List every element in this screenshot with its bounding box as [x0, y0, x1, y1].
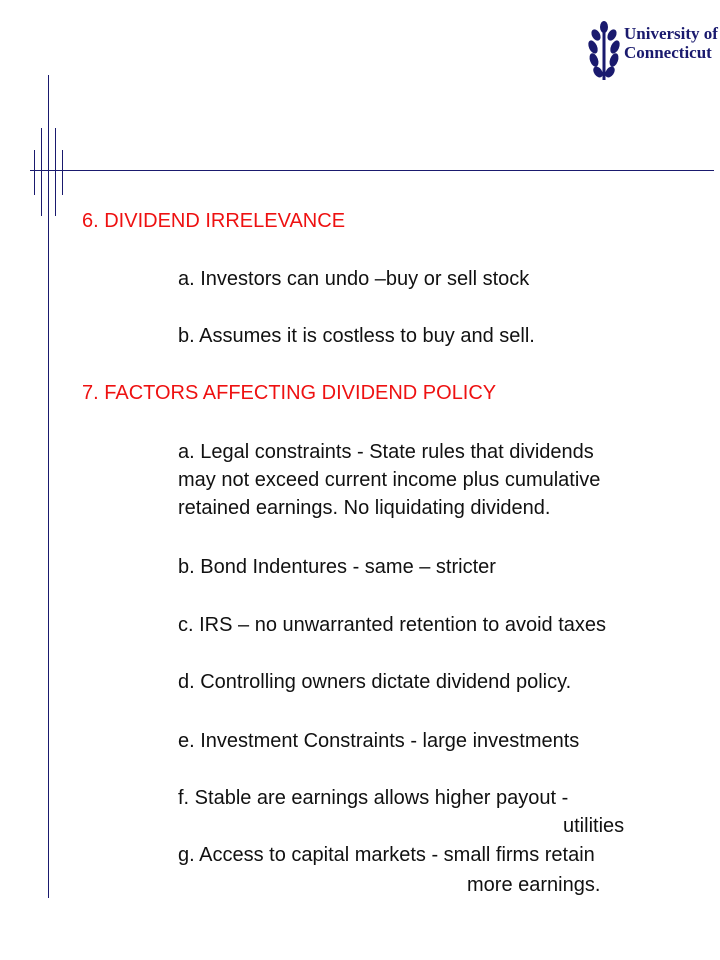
- item-6a: a. Investors can undo –buy or sell stock: [178, 268, 530, 290]
- decorative-tick-4: [62, 150, 63, 195]
- header-horizontal-rule: [30, 170, 714, 171]
- item-7a-line-1: a. Legal constraints - State rules that dividends: [178, 441, 594, 463]
- item-7g-line-1: g. Access to capital markets - small firms retain: [178, 844, 595, 866]
- left-vertical-rule: [48, 75, 49, 898]
- item-7a-line-2: may not exceed current income plus cumulative: [178, 469, 601, 491]
- logo-wordmark: [624, 24, 718, 62]
- item-7d: d. Controlling owners dictate dividend policy.: [178, 671, 572, 693]
- decorative-tick-3: [55, 128, 56, 216]
- item-6b: b. Assumes it is costless to buy and sell.: [178, 325, 535, 347]
- logo-line-2: Connecticut: [624, 43, 712, 62]
- heading-factors-affecting-dividend-policy: 7. FACTORS AFFECTING DIVIDEND POLICY: [82, 382, 497, 404]
- item-7g-line-2: more earnings.: [467, 874, 601, 896]
- university-logo: [586, 18, 718, 84]
- item-7f-line-2: utilities: [563, 815, 625, 837]
- item-7e: e. Investment Constraints - large investments: [178, 730, 580, 752]
- decorative-tick-1: [34, 150, 35, 195]
- decorative-tick-2: [41, 128, 42, 216]
- logo-line-1: University of: [624, 24, 718, 43]
- item-7a-line-3: retained earnings. No liquidating dividend.: [178, 497, 551, 519]
- item-7c: c. IRS – no unwarranted retention to avoid taxes: [178, 614, 607, 636]
- oak-leaf-seal-icon: [586, 20, 622, 82]
- heading-dividend-irrelevance: 6. DIVIDEND IRRELEVANCE: [82, 210, 346, 232]
- item-7b: b. Bond Indentures - same – stricter: [178, 556, 496, 578]
- item-7f-line-1: f. Stable are earnings allows higher payout -: [178, 787, 569, 809]
